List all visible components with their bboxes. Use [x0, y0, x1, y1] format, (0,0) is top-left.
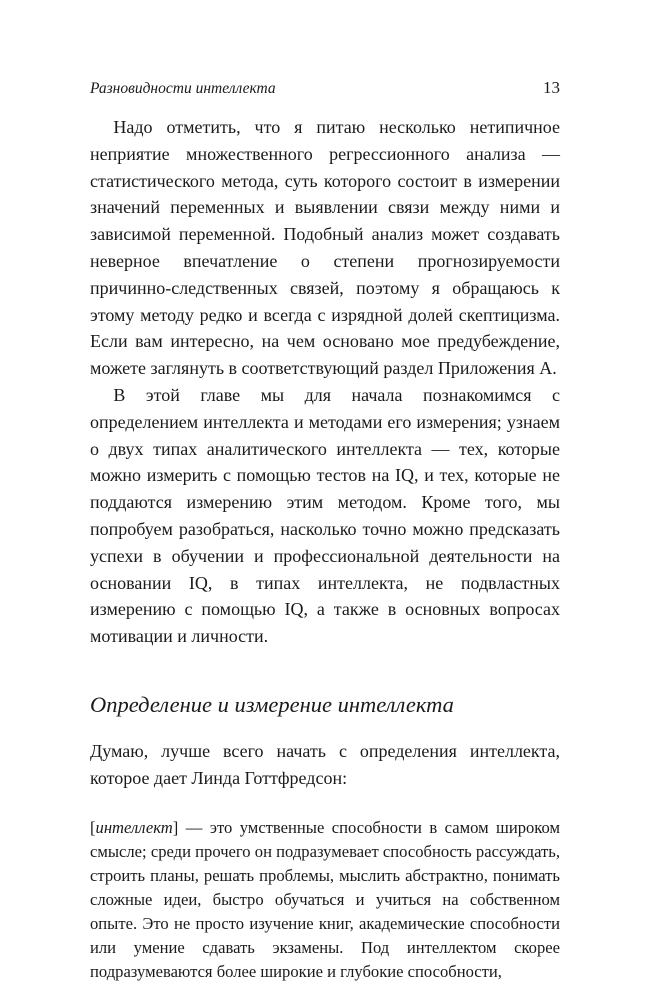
quote-open-bracket: [: [90, 817, 96, 837]
page-content: [90, 114, 560, 984]
paragraph-regression-analysis: Надо отметить, что я питаю несколько нетипичное неприятие множественного регрессионного анализа — статистического метода, суть которого состоит в измерении значений переменных и выявлении связи между ними и зависимой переменной. Подобный анализ может создавать неверное впечатление о степени прогнозируемости причинно-следственных связей, поэтому я обращаюсь к этому методу редко и всегда с изрядной долей скептицизма. Если вам интересно, на чем основано мое предубеждение, можете заглянуть в соответствующий раздел Приложения А.: [90, 117, 560, 379]
quote-body: — это умственные способности в самом широком смысле; среди прочего он подразумевает способность рассуждать, строить планы, решать проблемы, мыслить абстрактно, понимать сложные идеи, быстро обучаться и учиться на собственном опыте. Это не просто изучение книг, академические способности или умение сдавать экзамены. Под интеллектом скорее подразумеваются более широкие и глубокие способности,: [90, 817, 560, 982]
page-header: [90, 78, 560, 98]
paragraph-chapter-overview: В этой главе мы для начала познакомимся с определением интеллекта и методами его измерения; узнаем о двух типах аналитического интеллекта — тех, которые можно измерить с помощью тестов на IQ, и тех, которые не поддаются измерению этим методом. Кроме того, мы попробуем разобраться, насколько точно можно предсказать успехи в обучении и профессиональной деятельности на основании IQ, в типах интеллекта, не подвластных измерению с помощью IQ, а также в основных вопросах мотивации и личности.: [90, 384, 560, 647]
quote-close-bracket: ]: [172, 817, 179, 837]
section-heading: Определение и измерение интеллекта: [90, 691, 454, 717]
quote-term: интеллект: [95, 817, 173, 837]
quote-text: [90, 816, 560, 985]
block-quote: [90, 816, 560, 985]
page-number: 13: [543, 78, 560, 97]
running-title: Разновидности интеллекта: [90, 80, 276, 97]
section-lead-paragraph: Думаю, лучше всего начать с определения интеллекта, которое дает Линда Готтфредсон:: [90, 740, 560, 788]
